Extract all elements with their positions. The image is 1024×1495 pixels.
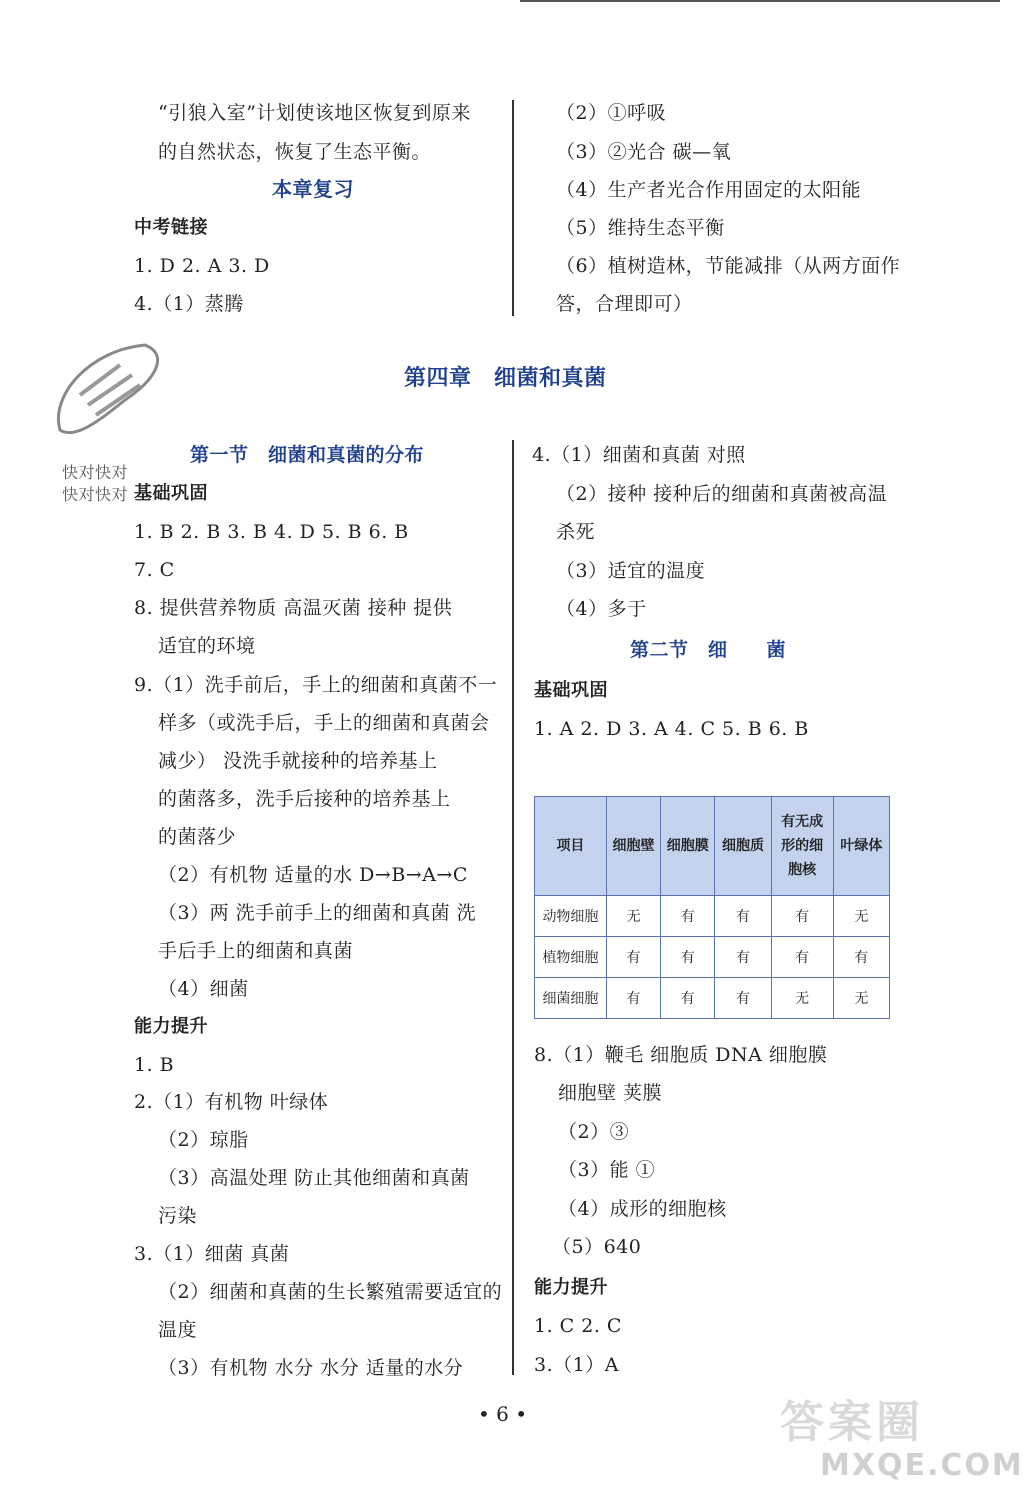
- table-header-cell: 细胞壁: [606, 797, 660, 896]
- chapter-title: 第四章 细菌和真菌: [404, 366, 607, 391]
- table-cell: 有: [715, 937, 771, 978]
- answer-line: 适宜的环境: [158, 635, 256, 657]
- table-row: [535, 896, 890, 937]
- table-header-row: [535, 797, 890, 896]
- watermark-title: 答案圈: [780, 1397, 924, 1448]
- table-header-cell: 有无成形的细胞核: [771, 797, 833, 896]
- table-cell: 有: [715, 978, 771, 1019]
- answer-line: 杀死: [556, 521, 596, 543]
- answer-line: 8. 提供营养物质 高温灭菌 接种 提供: [134, 597, 453, 619]
- cell-comparison-table: [534, 796, 890, 1019]
- section-title: 第二节 细 菌: [630, 639, 787, 661]
- answer-line: （3）适宜的温度: [556, 560, 706, 582]
- answer-line: 1. C 2. C: [534, 1315, 622, 1337]
- table-header-cell: 叶绿体: [833, 797, 889, 896]
- column-divider-top: [512, 100, 514, 316]
- answer-line: 1. A 2. D 3. A 4. C 5. B 6. B: [534, 718, 809, 740]
- table-row: [535, 937, 890, 978]
- table-cell: 有: [771, 937, 833, 978]
- stamp-text: 快对快对: [62, 463, 129, 482]
- table-row: [535, 978, 890, 1019]
- answer-line: （2）有机物 适量的水 D→B→A→C: [158, 864, 468, 886]
- jichu-label: 基础巩固: [534, 680, 608, 701]
- answer-line: 手后手上的细菌和真菌: [158, 940, 354, 962]
- stamp-graphic: [50, 335, 170, 445]
- section-title: 第一节 细菌和真菌的分布: [190, 444, 425, 466]
- table-cell: 有: [833, 937, 889, 978]
- answer-line: （4）细菌: [158, 978, 249, 1000]
- table-header-cell: 细胞膜: [661, 797, 715, 896]
- table-cell: 无: [833, 896, 889, 937]
- zhongkao-label: 中考链接: [134, 217, 208, 238]
- answer-line: 减少） 没洗手就接种的培养基上: [158, 750, 438, 772]
- review-title: 本章复习: [272, 177, 354, 201]
- table-cell: 无: [771, 978, 833, 1019]
- answer-line: （3）高温处理 防止其他细菌和真菌: [158, 1167, 470, 1189]
- answer-line: 1. D 2. A 3. D: [134, 255, 270, 277]
- table-cell: 有: [606, 937, 660, 978]
- answer-line: （4）生产者光合作用固定的太阳能: [556, 179, 862, 201]
- answer-line: 温度: [158, 1319, 198, 1341]
- answer-line: 3.（1）A: [534, 1354, 619, 1376]
- answer-line: 样多（或洗手后，手上的细菌和真菌会: [158, 712, 490, 734]
- answer-line: （2）细菌和真菌的生长繁殖需要适宜的: [158, 1281, 503, 1303]
- answer-line: （2）琼脂: [158, 1129, 249, 1151]
- nengli-label: 能力提升: [534, 1277, 608, 1298]
- answer-line: （3）②光合 碳—氧: [556, 141, 732, 163]
- table-cell: 有: [606, 978, 660, 1019]
- answer-line: 的菌落多，洗手后接种的培养基上: [158, 788, 451, 810]
- answer-line: （4）多于: [556, 598, 647, 620]
- watermark-logo: [780, 1398, 1024, 1484]
- table-cell: 有: [661, 896, 715, 937]
- answer-line: 1. B: [134, 1054, 175, 1076]
- answer-line: 的菌落少: [158, 826, 237, 848]
- jichu-label: 基础巩固: [134, 483, 208, 504]
- answer-line: （5）640: [552, 1236, 642, 1258]
- top-border-line: [520, 0, 1000, 2]
- nengli-label: 能力提升: [134, 1016, 208, 1037]
- answer-line: 2.（1）有机物 叶绿体: [134, 1091, 329, 1113]
- text-line: 的自然状态，恢复了生态平衡。: [158, 141, 432, 163]
- answer-line: （2）①呼吸: [556, 102, 667, 124]
- table-cell: 无: [606, 896, 660, 937]
- stamp-text: 快对快对: [62, 485, 129, 504]
- answer-line: （3）有机物 水分 水分 适量的水分: [158, 1357, 464, 1379]
- answer-line: 9.（1）洗手前后，手上的细菌和真菌不一: [134, 674, 498, 696]
- table-cell: 动物细胞: [535, 896, 607, 937]
- table-header-cell: 项目: [535, 797, 607, 896]
- answer-line: 8.（1）鞭毛 细胞质 DNA 细胞膜: [534, 1044, 828, 1066]
- answer-line: 3.（1）细菌 真菌: [134, 1243, 290, 1265]
- watermark-url: MXQE.COM: [820, 1448, 1024, 1483]
- answer-line: （4）成形的细胞核: [558, 1198, 727, 1220]
- answer-line: （6）植树造林，节能减排（从两方面作: [556, 255, 901, 277]
- table-cell: 细菌细胞: [535, 978, 607, 1019]
- table-cell: 有: [661, 978, 715, 1019]
- table-cell: 植物细胞: [535, 937, 607, 978]
- answer-line: （5）维持生态平衡: [556, 217, 725, 239]
- answer-line: 答，合理即可）: [556, 293, 693, 315]
- table-cell: 无: [833, 978, 889, 1019]
- answer-line: 污染: [158, 1205, 198, 1227]
- answer-line: （3）两 洗手前手上的细菌和真菌 洗: [158, 902, 477, 924]
- answer-line: 7. C: [134, 559, 175, 581]
- table-header-cell: 细胞质: [715, 797, 771, 896]
- column-divider-main: [512, 440, 514, 1375]
- answer-line: （2）③: [558, 1121, 630, 1143]
- answer-line: 4.（1）蒸腾: [134, 293, 244, 315]
- answer-line: 细胞壁 荚膜: [558, 1082, 663, 1104]
- answer-line: 1. B 2. B 3. B 4. D 5. B 6. B: [134, 521, 409, 543]
- table-cell: 有: [771, 896, 833, 937]
- answer-line: （3）能 ①: [558, 1159, 656, 1181]
- text-line: “引狼入室”计划使该地区恢复到原来: [158, 102, 471, 124]
- page-number: • 6 •: [478, 1402, 528, 1426]
- answer-line: （2）接种 接种后的细菌和真菌被高温: [556, 483, 888, 505]
- answer-line: 4.（1）细菌和真菌 对照: [532, 444, 746, 466]
- table-cell: 有: [661, 937, 715, 978]
- table-cell: 有: [715, 896, 771, 937]
